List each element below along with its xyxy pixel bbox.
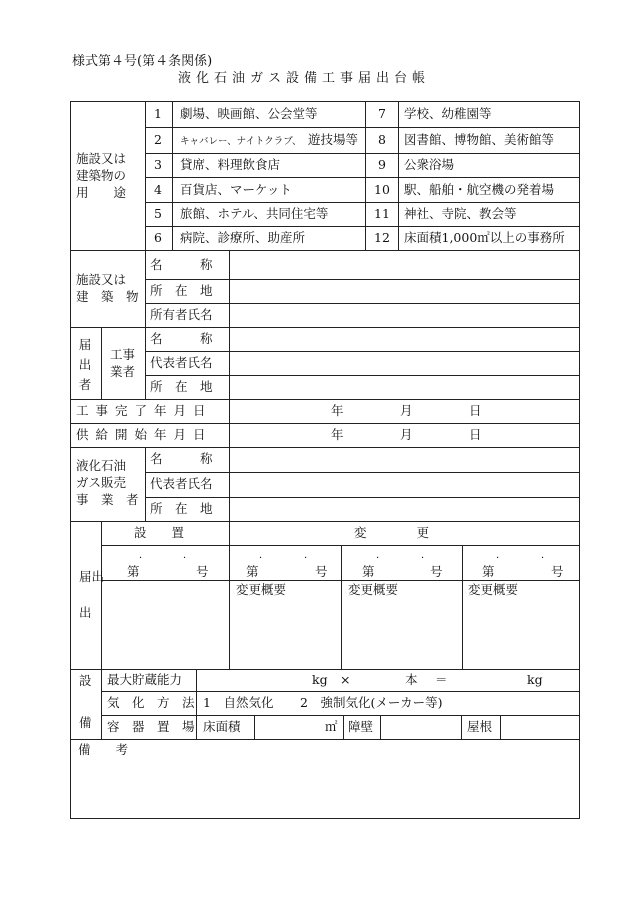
usage-item-no: 1 (154, 106, 162, 121)
seller-rep-field[interactable] (230, 473, 579, 496)
roof-label: 屋根 (467, 719, 493, 734)
usage-item-text: 貸席、料理飲食店 (180, 157, 281, 172)
facility-location-label: 所 在 地 (150, 283, 213, 298)
usage-label-line: 用 途 (76, 185, 127, 200)
seller-location-label: 所 在 地 (150, 501, 213, 516)
install-dai: 第 (127, 564, 140, 579)
usage-item-no: 10 (374, 182, 390, 197)
dot-mark: ． (496, 550, 506, 561)
facility-label-line: 施設又は (76, 272, 127, 287)
notifier-location-field[interactable] (230, 376, 579, 398)
supply-year: 年 (331, 427, 344, 442)
change3-dai: 第 (482, 564, 495, 579)
capacity-equals: ＝ (435, 672, 448, 687)
floor-area-label: 床面積 (203, 719, 241, 734)
facility-label-line: 建 築 物 (76, 289, 139, 304)
usage-item-text: 学校、幼稚園等 (404, 106, 492, 121)
filing-label-char: 出 (79, 605, 92, 620)
dot-mark: ． (139, 550, 149, 561)
change3-summary-label: 変更概要 (468, 582, 519, 597)
notifier-sub-label-line: 工事 (110, 347, 136, 362)
divider (461, 715, 462, 739)
barrier-field[interactable] (381, 716, 460, 738)
usage-item-no: 4 (154, 182, 162, 197)
usage-item-text: 神社、寺院、教会等 (404, 206, 517, 221)
capacity-times: × (340, 672, 351, 687)
divider (70, 669, 580, 670)
usage-item-no: 7 (378, 106, 386, 121)
usage-item-text: 百貨店、マーケット (180, 182, 292, 197)
completion-month: 月 (400, 403, 413, 418)
completion-date-label: 工事完了年月日 (76, 403, 213, 418)
install-detail-field[interactable] (102, 581, 228, 668)
change1-summary-label: 変更概要 (236, 582, 287, 597)
divider (145, 226, 580, 227)
form-number: 様式第４号(第４条関係) (72, 54, 213, 69)
install-header: 設 置 (134, 525, 185, 540)
usage-item-no: 6 (154, 230, 162, 245)
completion-day: 日 (469, 403, 482, 418)
change1-go: 号 (315, 564, 328, 579)
capacity-hon: 本 (405, 672, 418, 687)
container-label: 容 器 置 場 (107, 719, 195, 734)
usage-item-text: 駅、船舶・航空機の発着場 (404, 182, 555, 197)
facility-owner-field[interactable] (230, 304, 579, 326)
divider (70, 739, 580, 740)
divider (70, 399, 580, 400)
usage-item-no: 2 (154, 132, 162, 147)
vaporize-label: 気 化 方 法 (107, 695, 195, 710)
change3-summary-field[interactable] (463, 598, 579, 668)
notifier-location-label: 所 在 地 (150, 379, 213, 394)
divider (365, 101, 366, 250)
change2-go: 号 (430, 564, 443, 579)
notifier-sub-label-line: 業者 (110, 364, 136, 379)
dot-mark: ． (541, 550, 551, 561)
usage-item-text: 劇場、映画館、公会堂等 (180, 106, 318, 121)
capacity-total-kg: kg (527, 672, 543, 687)
seller-label-line: 液化石油 (76, 458, 127, 473)
notifier-rep-field[interactable] (230, 352, 579, 374)
seller-label-line: ガス販売 (76, 475, 127, 490)
divider (196, 669, 197, 739)
notifier-name-label: 名 称 (150, 331, 213, 346)
divider (101, 327, 102, 399)
facility-location-field[interactable] (230, 280, 579, 302)
supply-date-label: 供給開始年月日 (76, 427, 213, 442)
usage-item-no: 11 (374, 206, 390, 221)
usage-label-line: 建築物の (76, 168, 127, 183)
equipment-label-char: 設 (79, 673, 92, 688)
notifier-label: 届出者 (78, 337, 92, 392)
dot-mark: ． (304, 550, 314, 561)
divider (145, 101, 146, 250)
remarks-field[interactable] (71, 760, 579, 818)
divider (398, 101, 399, 250)
seller-label-line: 事 業 者 (76, 492, 139, 507)
equipment-label-char: 備 (79, 715, 92, 730)
filing-label-char: 届出 (79, 569, 105, 584)
seller-name-field[interactable] (230, 448, 579, 471)
divider (145, 127, 580, 128)
facility-owner-label: 所有者氏名 (150, 307, 213, 322)
divider (101, 545, 580, 546)
change3-go: 号 (551, 564, 564, 579)
usage-item-text: 病院、診療所、助産所 (180, 230, 306, 245)
dot-mark: ． (183, 550, 193, 561)
vaporize-option-2[interactable]: 2 強制気化(メーカー等) (300, 695, 443, 710)
supply-month: 月 (400, 427, 413, 442)
change2-summary-field[interactable] (342, 598, 461, 668)
divider (343, 715, 344, 739)
usage-item-text: 図書館、博物館、美術館等 (404, 132, 555, 147)
facility-name-label: 名 称 (150, 257, 213, 272)
divider (145, 447, 146, 521)
capacity-kg: kg (312, 672, 328, 687)
usage-item-text: 旅館、ホテル、共同住宅等 (180, 206, 329, 221)
divider (70, 423, 580, 424)
usage-item-text-small: キャバレー、ナイトクラブ、 (180, 136, 302, 147)
usage-item-no: 12 (374, 230, 390, 245)
dot-mark: ． (259, 550, 269, 561)
divider (145, 202, 580, 203)
seller-name-label: 名 称 (150, 451, 213, 466)
dot-mark: ． (376, 550, 386, 561)
roof-field[interactable] (501, 716, 579, 738)
divider (101, 669, 102, 739)
page-title: 液化石油ガス設備工事届出台帳 (178, 71, 431, 86)
floor-area-field[interactable] (255, 716, 321, 738)
divider (145, 250, 146, 327)
floor-area-unit: ㎡ (325, 719, 338, 734)
usage-item-text: 公衆浴場 (404, 157, 455, 172)
usage-label-line: 施設又は (76, 151, 127, 166)
capacity-label: 最大貯蔵能力 (107, 672, 183, 687)
barrier-label: 障壁 (348, 719, 374, 734)
divider (145, 177, 580, 178)
change2-dai: 第 (362, 564, 375, 579)
seller-rep-label: 代表者氏名 (150, 476, 213, 491)
usage-item-no: 5 (154, 206, 162, 221)
usage-item-no: 9 (378, 157, 386, 172)
remarks-label: 備 考 (78, 742, 129, 757)
notifier-rep-label: 代表者氏名 (150, 355, 213, 370)
divider (145, 327, 146, 399)
vaporize-option-1[interactable]: 1 自然気化 (203, 695, 274, 710)
dot-mark: ． (421, 550, 431, 561)
usage-item-text: 床面積1,000㎡以上の事務所 (404, 230, 565, 245)
change-header: 変 更 (354, 525, 430, 540)
install-go: 号 (196, 564, 209, 579)
change1-dai: 第 (246, 564, 259, 579)
change1-summary-field[interactable] (230, 598, 340, 668)
divider (70, 521, 580, 522)
usage-item-text: 遊技場等 (308, 132, 359, 147)
usage-item-no: 3 (154, 157, 162, 172)
change2-summary-label: 変更概要 (348, 582, 399, 597)
divider (101, 691, 580, 692)
facility-name-field[interactable] (230, 251, 579, 278)
seller-location-field[interactable] (230, 498, 579, 520)
divider (172, 101, 173, 250)
supply-day: 日 (469, 427, 482, 442)
completion-year: 年 (331, 403, 344, 418)
notifier-name-field[interactable] (230, 328, 579, 350)
divider (145, 153, 580, 154)
usage-item-no: 8 (378, 132, 386, 147)
